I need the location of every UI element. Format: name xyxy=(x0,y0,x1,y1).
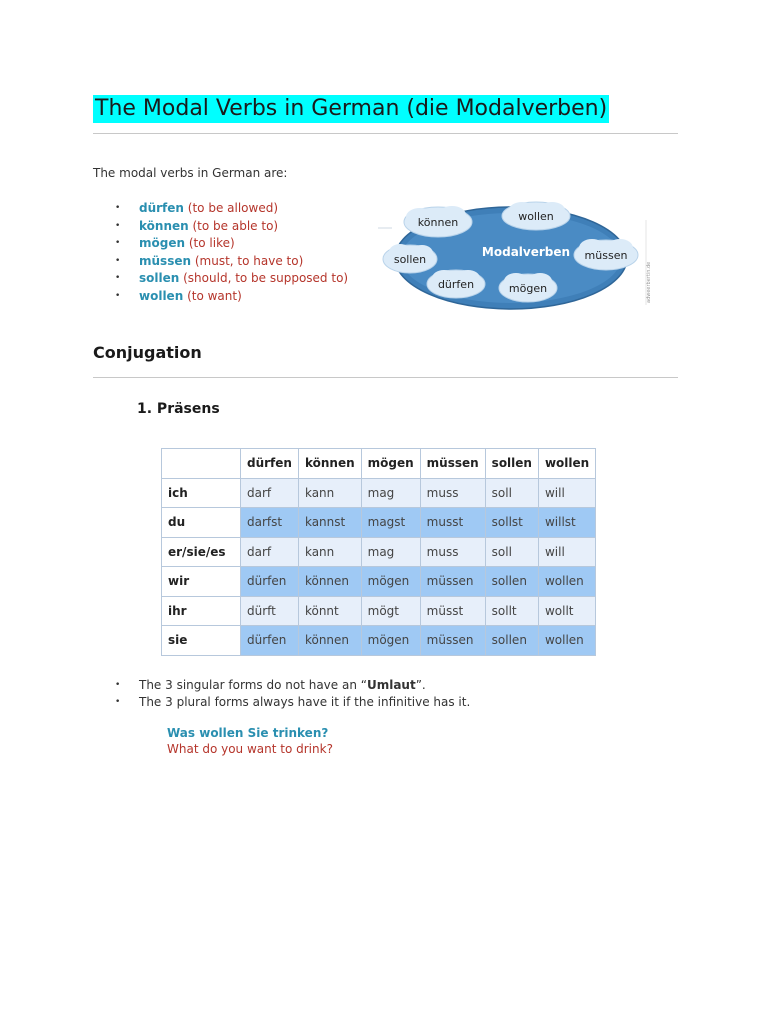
table-cell: mögen xyxy=(361,567,420,597)
verb-german: mögen xyxy=(139,236,186,250)
table-cell: muss xyxy=(420,537,485,567)
table-cell: dürfen xyxy=(241,567,299,597)
list-item xyxy=(93,677,470,694)
table-cell: mögen xyxy=(361,626,420,656)
verb-german: können xyxy=(139,218,189,233)
pronoun-cell: du xyxy=(162,508,241,538)
cloud-duerfen xyxy=(427,270,485,298)
note-bold: Umlaut xyxy=(366,678,416,692)
table-cell: müsst xyxy=(420,596,485,626)
bullet-icon: • xyxy=(115,203,121,213)
pronoun-cell: ihr xyxy=(162,596,241,626)
list-item xyxy=(93,235,348,253)
table-cell: kann xyxy=(298,478,361,508)
table-cell: musst xyxy=(420,508,485,538)
cloud-moegen xyxy=(499,273,557,302)
note-text: The 3 singular forms do not have an “ xyxy=(139,678,367,692)
section-heading: Conjugation xyxy=(93,343,202,362)
intro-text: The modal verbs in German are: xyxy=(93,166,288,180)
table-cell: können xyxy=(298,567,361,597)
table-cell: muss xyxy=(420,478,485,508)
cloud-muessen xyxy=(574,239,638,270)
verb-english: (to be allowed) xyxy=(187,201,278,215)
table-header-row xyxy=(162,449,596,479)
table-row xyxy=(162,567,596,597)
table-cell: könnt xyxy=(298,596,361,626)
verb-german: wollen xyxy=(139,288,184,303)
bullet-icon: • xyxy=(115,697,121,707)
table-cell: wollt xyxy=(538,596,595,626)
title-divider xyxy=(93,133,678,134)
cloud-label: sollen xyxy=(393,253,427,266)
table-cell: sollt xyxy=(485,596,538,626)
table-cell: dürft xyxy=(241,596,299,626)
page-title: The Modal Verbs in German (die Modalverben) xyxy=(95,96,608,121)
verb-german: müssen xyxy=(139,253,192,268)
table-header-cell: mögen xyxy=(361,449,420,479)
cloud-sollen xyxy=(383,244,437,273)
cloud-label: müssen xyxy=(584,249,628,262)
pronoun-cell: er/sie/es xyxy=(162,537,241,567)
list-item xyxy=(93,270,348,288)
table-cell: mögt xyxy=(361,596,420,626)
table-cell: wollen xyxy=(538,567,595,597)
table-cell: willst xyxy=(538,508,595,538)
verb-english: (to be able to) xyxy=(192,218,279,233)
table-cell: kannst xyxy=(298,508,361,538)
table-header-cell: müssen xyxy=(420,449,485,479)
example-answer: What do you want to drink? xyxy=(167,742,333,756)
pronoun-cell: wir xyxy=(162,567,241,597)
bullet-icon: • xyxy=(115,273,121,283)
verb-german: dürfen xyxy=(139,201,184,215)
table-row xyxy=(162,537,596,567)
note-text: The 3 plural forms always have it if the infinitive has it. xyxy=(139,695,471,709)
table-cell: magst xyxy=(361,508,420,538)
verb-english: (to want) xyxy=(187,288,242,303)
bullet-icon: • xyxy=(115,238,121,248)
modal-verbs-diagram xyxy=(378,195,656,315)
list-item xyxy=(93,218,348,236)
cloud-label: mögen xyxy=(508,282,548,295)
subsection-heading: 1. Präsens xyxy=(137,401,220,417)
bullet-icon: • xyxy=(115,680,121,690)
table-cell: sollen xyxy=(485,626,538,656)
list-item xyxy=(93,253,348,271)
verb-english: (should, to be supposed to) xyxy=(183,271,349,285)
table-cell: dürfen xyxy=(241,626,299,656)
verb-german: sollen xyxy=(139,271,180,285)
cloud-koennen xyxy=(404,206,472,237)
modal-verb-list xyxy=(93,200,348,305)
cloud-label: können xyxy=(417,216,459,229)
verb-english: (must, to have to) xyxy=(194,253,304,268)
table-row xyxy=(162,478,596,508)
bullet-icon: • xyxy=(115,255,121,266)
list-item xyxy=(93,288,348,306)
table-cell: will xyxy=(538,478,595,508)
table-cell: soll xyxy=(485,478,538,508)
table-row xyxy=(162,596,596,626)
cloud-label: dürfen xyxy=(437,278,475,291)
table-header-cell xyxy=(162,449,241,479)
table-cell: kann xyxy=(298,537,361,567)
cloud-label: wollen xyxy=(518,210,554,223)
pronoun-cell: ich xyxy=(162,478,241,508)
bullet-icon: • xyxy=(115,290,121,301)
table-header-cell: können xyxy=(298,449,361,479)
cloud-wollen xyxy=(502,202,570,230)
table-cell: darfst xyxy=(241,508,299,538)
note-text: ”. xyxy=(415,678,426,692)
table-cell: will xyxy=(538,537,595,567)
table-row xyxy=(162,508,596,538)
conjugation-table xyxy=(161,448,596,656)
table-cell: darf xyxy=(241,537,299,567)
list-item xyxy=(93,200,348,218)
table-cell: wollen xyxy=(538,626,595,656)
table-cell: sollst xyxy=(485,508,538,538)
table-header-cell: sollen xyxy=(485,449,538,479)
diagram-watermark: adweerbertin.de xyxy=(646,261,652,303)
table-cell: müssen xyxy=(420,567,485,597)
diagram-center-label: Modalverben xyxy=(481,245,571,259)
table-cell: mag xyxy=(361,537,420,567)
example-block xyxy=(167,725,333,757)
table-cell: soll xyxy=(485,537,538,567)
pronoun-cell: sie xyxy=(162,626,241,656)
bullet-icon: • xyxy=(115,220,121,231)
notes-list xyxy=(93,677,470,711)
table-cell: mag xyxy=(361,478,420,508)
table-header-cell: dürfen xyxy=(241,449,299,479)
section-divider xyxy=(93,377,678,378)
table-header-cell: wollen xyxy=(538,449,595,479)
table-cell: können xyxy=(298,626,361,656)
example-question: Was wollen Sie trinken? xyxy=(167,726,329,740)
table-cell: müssen xyxy=(420,626,485,656)
verb-english: (to like) xyxy=(188,236,235,250)
list-item xyxy=(93,694,470,711)
table-cell: darf xyxy=(241,478,299,508)
table-cell: sollen xyxy=(485,567,538,597)
table-row xyxy=(162,626,596,656)
